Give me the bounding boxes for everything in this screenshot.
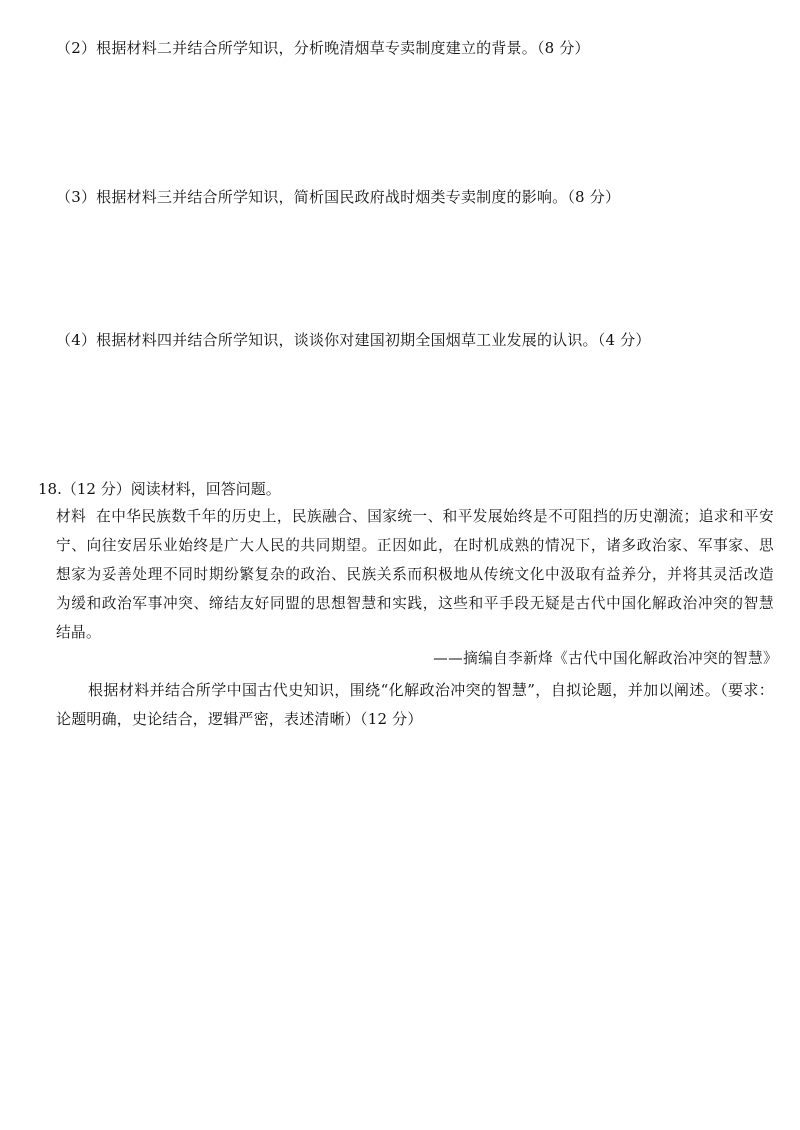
question-18-material [56,502,774,647]
question-18-task: 根据材料并结合所学中国古代史知识，围绕“化解政治冲突的智慧”，自拟论题，并加以阐述。（要求：论题明确，史论结合，逻辑严密，表述清晰）（12 分） [56,681,774,728]
question-18-header: 18.（12 分）阅读材料，回答问题。 [38,480,281,498]
question-3: （3）根据材料三并结合所学知识，简析国民政府战时烟类专卖制度的影响。（8 分） [56,188,621,206]
question-2: （2）根据材料二并结合所学知识，分析晚清烟草专卖制度建立的背景。（8 分） [56,39,590,57]
question-4: （4）根据材料四并结合所学知识，谈谈你对建国初期全国烟草工业发展的认识。（4 分） [56,331,651,349]
material-text: 在中华民族数千年的历史上，民族融合、国家统一、和平发展始终是不可阻挡的历史潮流；追求和平安宁、向往安居乐业始终是广大人民的共同期望。正因如此，在时机成熟的情况下，诸多政治家、军事家、思想家为妥善处理不同时期纷繁复杂的政治、民族关系而积极地从传统文化中汲取有益养分，并将其灵活改造为缓和政治军事冲突、缔结友好同盟的思想智慧和实践，这些和平手段无疑是古代中国化解政治冲突的智慧结晶。 [56,508,774,641]
material-label: 材料 [56,508,87,525]
material-source: ——摘编自李新烽《古代中国化解政治冲突的智慧》 [433,650,778,667]
